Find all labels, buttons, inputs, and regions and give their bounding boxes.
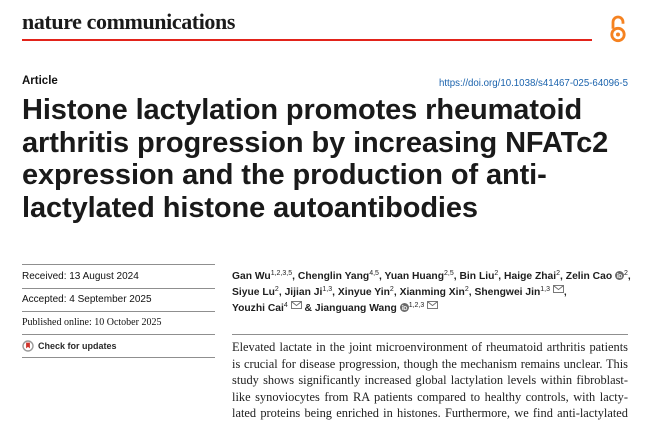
author-separator: , bbox=[468, 287, 472, 298]
author bbox=[315, 303, 438, 314]
author-affiliations: 1,2,3 bbox=[408, 302, 425, 309]
author bbox=[298, 271, 379, 282]
author-name: Zelin Cao bbox=[565, 271, 613, 282]
title-line: expression and the production of anti- bbox=[22, 159, 547, 191]
author bbox=[566, 271, 628, 282]
author-name: Chenglin Yang bbox=[297, 271, 370, 282]
abstract-divider bbox=[232, 334, 628, 335]
author-name: Xianming Xin bbox=[399, 287, 465, 298]
abstract-line: Elevated lactate in the joint microenvironment of rheumatoid arthritis patients bbox=[232, 340, 628, 354]
author-separator: , bbox=[627, 271, 631, 282]
author-affiliations: 2 bbox=[494, 270, 499, 277]
abstract-line: study shows significantly increased global lactylation levels within fibroblast- bbox=[232, 373, 628, 388]
author-name: Jijian Ji bbox=[284, 287, 323, 298]
author-affiliations: 2 bbox=[389, 286, 394, 293]
author-name: Xinyue Yin bbox=[337, 287, 390, 298]
abstract-line: is crucial for disease progression, though the mechanism remains unclear. This bbox=[232, 356, 628, 371]
accepted-label: Accepted: bbox=[22, 294, 67, 305]
author-name: Yuan Huang bbox=[384, 271, 445, 282]
envelope-icon[interactable] bbox=[427, 301, 438, 309]
author-affiliations: 1,2,3,5 bbox=[270, 270, 293, 277]
orcid-icon[interactable] bbox=[400, 303, 409, 312]
author-separator: & bbox=[304, 303, 312, 314]
author bbox=[232, 303, 302, 314]
author bbox=[232, 271, 292, 282]
author bbox=[459, 270, 502, 282]
author bbox=[285, 287, 333, 298]
divider bbox=[22, 334, 215, 335]
author-list bbox=[232, 269, 631, 317]
author-affiliations: 4 bbox=[283, 302, 288, 309]
author-name: Shengwei Jin bbox=[474, 287, 541, 298]
journal-wordmark: nature communications bbox=[22, 9, 236, 34]
author-line bbox=[232, 269, 631, 285]
abstract-line: like synoviocytes from RA patients compared to healthy controls, with lacty- bbox=[232, 389, 628, 404]
author-affiliations: 1,3 bbox=[540, 286, 551, 293]
author-name: Bin Liu bbox=[459, 271, 495, 282]
author-separator: , bbox=[560, 271, 563, 282]
author-line bbox=[232, 285, 631, 301]
brand-divider bbox=[22, 39, 592, 41]
title-line: arthritis progression by increasing NFATc2 bbox=[22, 126, 609, 159]
divider bbox=[22, 288, 215, 289]
check-for-updates-link[interactable] bbox=[22, 340, 117, 352]
check-for-updates-icon bbox=[22, 340, 34, 352]
title-line: lactylated histone autoantibodies bbox=[22, 191, 478, 224]
author-separator: , bbox=[378, 271, 382, 282]
author-name: Haige Zhai bbox=[504, 271, 557, 282]
doi-link[interactable]: https://doi.org/10.1038/s41467-025-64096-5 bbox=[438, 77, 628, 89]
received-label: Received: bbox=[22, 271, 67, 282]
check-for-updates-label: Check for updates bbox=[38, 341, 117, 351]
published-date bbox=[22, 317, 161, 329]
author-name: Jianguang Wang bbox=[314, 303, 397, 314]
author-name: Gan Wu bbox=[232, 271, 271, 282]
published-label: Published online: bbox=[22, 317, 92, 328]
author-affiliations: 2 bbox=[556, 270, 561, 277]
accepted-date bbox=[22, 294, 152, 306]
author bbox=[504, 271, 560, 282]
article-title bbox=[22, 94, 608, 224]
author-affiliations: 2 bbox=[464, 286, 469, 293]
author-separator: , bbox=[332, 287, 335, 298]
author bbox=[338, 287, 394, 298]
author-separator: , bbox=[498, 271, 502, 282]
published-value: 10 October 2025 bbox=[94, 317, 162, 328]
author-affiliations: 2,5 bbox=[444, 270, 454, 277]
accepted-value: 4 September 2025 bbox=[69, 294, 152, 305]
divider bbox=[22, 311, 215, 312]
abstract-line: lated proteins being enriched in histones. Furthermore, we find anti-lactylated bbox=[232, 406, 628, 421]
author bbox=[232, 287, 279, 298]
author-affiliations: 1,3 bbox=[322, 286, 333, 293]
author bbox=[385, 271, 454, 282]
author-affiliations: 2 bbox=[274, 286, 279, 293]
title-line: Histone lactylation promotes rheumatoid bbox=[22, 94, 583, 126]
author-separator: , bbox=[453, 271, 457, 282]
author-separator: , bbox=[563, 287, 567, 298]
received-date bbox=[22, 271, 139, 283]
received-value: 13 August 2024 bbox=[69, 271, 139, 282]
author-affiliations: 4,5 bbox=[369, 270, 379, 277]
author-line bbox=[232, 301, 631, 317]
article-type-label: Article bbox=[22, 75, 58, 87]
divider bbox=[22, 357, 215, 358]
open-access-icon bbox=[608, 13, 628, 43]
author-name: Youzhi Cai bbox=[232, 303, 284, 314]
author-affiliations: 2 bbox=[624, 270, 628, 277]
author-separator: , bbox=[278, 287, 282, 298]
author-separator: , bbox=[393, 287, 397, 298]
author bbox=[400, 287, 469, 298]
divider bbox=[22, 264, 215, 265]
orcid-icon[interactable] bbox=[615, 271, 624, 280]
author-name: Siyue Lu bbox=[232, 287, 275, 298]
author-separator: , bbox=[292, 271, 296, 282]
author bbox=[474, 287, 563, 298]
abstract bbox=[232, 339, 628, 422]
envelope-icon[interactable] bbox=[553, 285, 564, 293]
envelope-icon[interactable] bbox=[291, 301, 302, 309]
